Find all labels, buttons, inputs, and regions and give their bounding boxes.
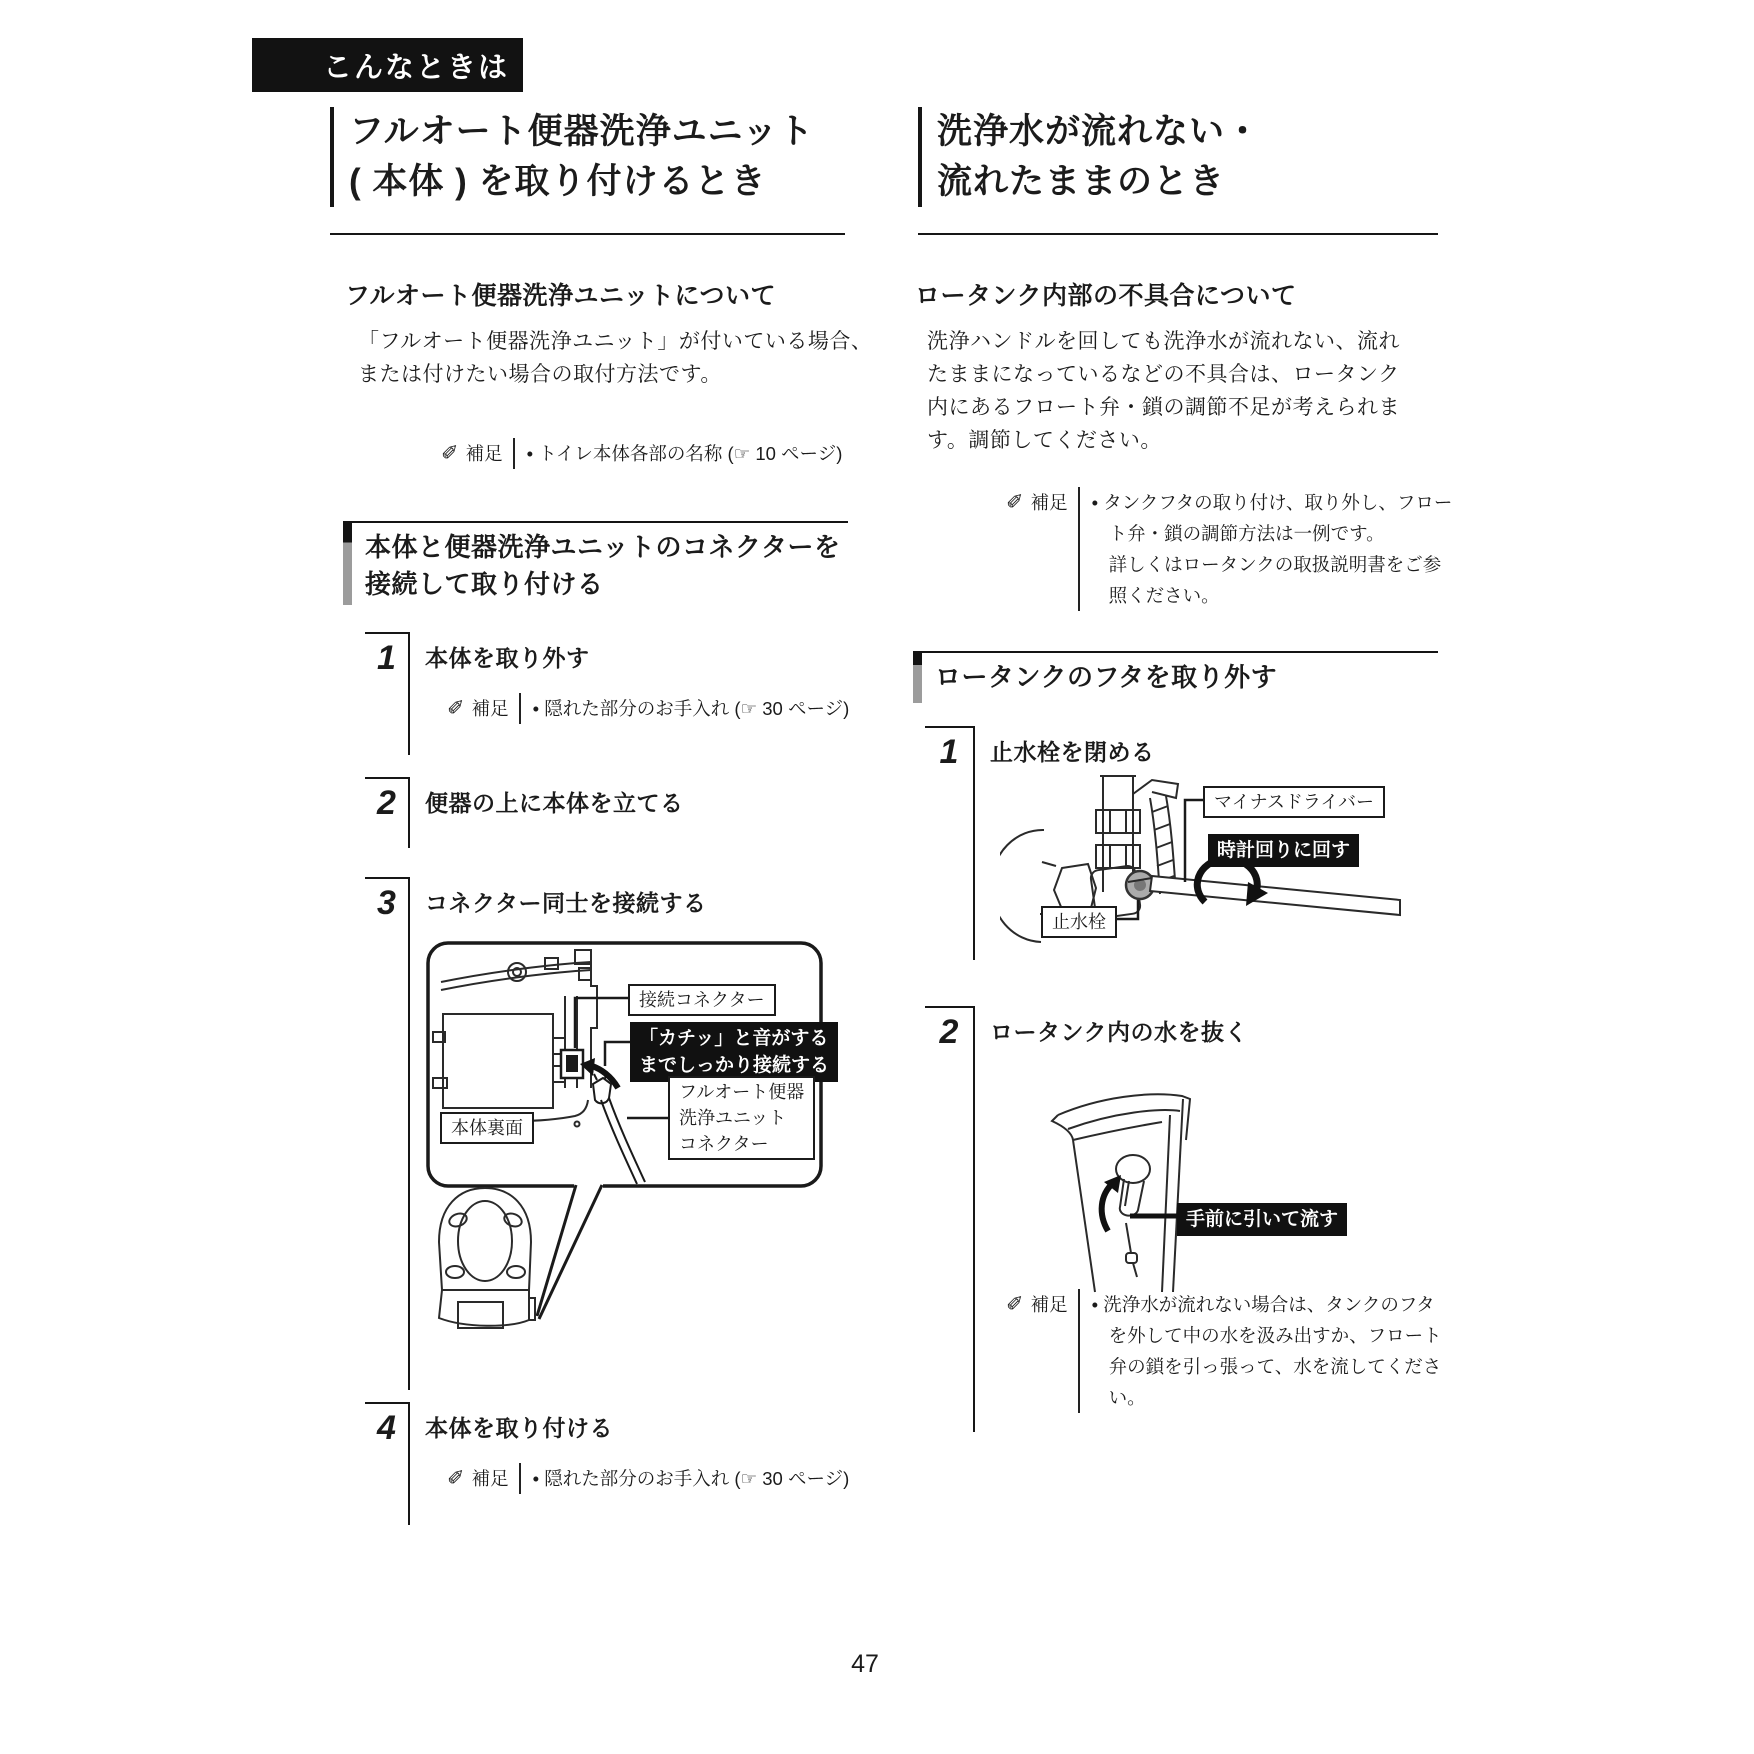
right-section-header	[913, 651, 1438, 703]
note-label: 補足	[1030, 1294, 1068, 1315]
unit-connector-label	[668, 1076, 815, 1160]
left-section-line2: 接続して取り付ける	[365, 569, 604, 599]
section-badge: こんなときは	[252, 38, 523, 92]
tank-diagram	[1020, 1085, 1360, 1297]
left-step-4	[365, 1402, 850, 1525]
step-note	[447, 693, 849, 724]
left-about-body-line2: または付けたい場合の取付方法です。	[358, 363, 722, 386]
pencil-icon: ✐	[447, 697, 465, 720]
right-about-body-line1: 洗浄ハンドルを回しても洗浄水が流れない、流れ	[927, 330, 1400, 353]
connector-label: 接続コネクター	[628, 984, 776, 1016]
right-title-line2: 流れたままのとき	[937, 162, 1226, 201]
left-step-1	[365, 632, 850, 755]
tank-diagram-art	[1020, 1085, 1360, 1297]
step-title: ロータンク内の水を抜く	[990, 1019, 1249, 1045]
step-note	[447, 1463, 849, 1494]
note-text: • 隠れた部分のお手入れ (☞ 30 ページ)	[532, 1468, 850, 1489]
note-line: 弁の鎖を引っ張って、水を流してくださ	[1108, 1356, 1442, 1377]
left-about-note	[441, 438, 842, 469]
right-section-title: ロータンクのフタを取り外す	[935, 662, 1278, 692]
body-back-label: 本体裏面	[440, 1112, 534, 1144]
section-accent-bar	[913, 653, 922, 703]
right-about-body-line2: たままになっているなどの不具合は、ロータンク	[927, 363, 1400, 386]
step-title: 便器の上に本体を立てる	[425, 790, 684, 816]
left-section-header	[343, 521, 848, 605]
shutoff-valve-label: 止水栓	[1041, 906, 1117, 938]
turn-clockwise-label: 時計回りに回す	[1208, 834, 1359, 867]
step-number: 3	[365, 877, 408, 1390]
note-line: 詳しくはロータンクの取扱説明書をご参	[1108, 554, 1442, 575]
note-divider	[1078, 1289, 1080, 1413]
note-text: • 隠れた部分のお手入れ (☞ 30 ページ)	[532, 698, 850, 719]
right-title	[918, 107, 1438, 207]
step-title: 本体を取り外す	[425, 645, 590, 671]
pencil-icon: ✐	[1006, 491, 1024, 514]
left-step-2	[365, 777, 820, 848]
right-about-note	[1006, 487, 1452, 611]
click-sound-label-line1: 「カチッ」と音がする	[639, 1028, 829, 1049]
left-title-line2: ( 本体 ) を取り付けるとき	[349, 162, 767, 201]
unit-connector-label-line3: コネクター	[679, 1134, 769, 1154]
step-title: 止水栓を閉める	[990, 739, 1155, 765]
right-about-body	[927, 325, 1400, 457]
note-label: 補足	[471, 698, 509, 719]
note-text	[1092, 1289, 1442, 1413]
note-divider	[513, 438, 515, 469]
right-about-body-line3: 内にあるフロート弁・鎖の調節不足が考えられま	[927, 396, 1400, 419]
step-number: 2	[925, 1006, 973, 1432]
right-title-line1: 洗浄水が流れない・	[937, 112, 1262, 151]
step-title: コネクター同士を接続する	[425, 890, 707, 916]
left-title-line1: フルオート便器洗浄ユニット	[349, 112, 815, 151]
screwdriver-label: マイナスドライバー	[1203, 786, 1385, 818]
right-title-underline	[918, 233, 1438, 235]
note-text: • トイレ本体各部の名称 (☞ 10 ページ)	[526, 443, 843, 464]
note-line: 照ください。	[1108, 585, 1220, 606]
shutoff-valve-diagram	[1000, 772, 1410, 957]
click-sound-label-line2: までしっかり接続する	[639, 1055, 830, 1076]
right-about-heading: ロータンク内部の不具合について	[915, 282, 1297, 310]
note-label: 補足	[1030, 492, 1068, 513]
note-line: • タンクフタの取り付け、取り外し、フロー	[1091, 492, 1453, 513]
step-number: 1	[365, 632, 408, 755]
note-line: を外して中の水を汲み出すか、フロート	[1108, 1325, 1442, 1346]
unit-connector-label-line1: フルオート便器	[679, 1082, 805, 1102]
step-number: 4	[365, 1402, 408, 1525]
step-number: 2	[365, 777, 408, 848]
left-about-body-line1: 「フルオート便器洗浄ユニット」が付いている場合、	[358, 330, 873, 353]
step-number: 1	[925, 726, 973, 960]
note-label: 補足	[465, 443, 503, 464]
left-title	[330, 107, 845, 207]
unit-connector-label-line2: 洗浄ユニット	[679, 1108, 787, 1128]
right-about-body-line4: す。調節してください。	[927, 429, 1162, 452]
note-line: い。	[1108, 1387, 1146, 1408]
note-text	[1092, 487, 1453, 611]
left-about-body	[358, 325, 872, 391]
left-title-underline	[330, 233, 845, 235]
connector-diagram	[425, 938, 830, 1352]
note-line: ト弁・鎖の調節方法は一例です。	[1108, 523, 1385, 544]
page-number: 47	[851, 1650, 879, 1678]
tank-note	[1006, 1289, 1442, 1413]
pencil-icon: ✐	[1006, 1293, 1024, 1316]
note-label: 補足	[471, 1468, 509, 1489]
pencil-icon: ✐	[441, 442, 459, 465]
click-sound-label	[630, 1022, 838, 1082]
pull-to-flush-label: 手前に引いて流す	[1177, 1203, 1347, 1236]
step-title: 本体を取り付ける	[425, 1415, 613, 1441]
note-divider	[1078, 487, 1080, 611]
section-accent-bar	[343, 523, 352, 605]
left-section-line1: 本体と便器洗浄ユニットのコネクターを	[365, 532, 841, 562]
pencil-icon: ✐	[447, 1467, 465, 1490]
note-divider	[519, 693, 521, 724]
left-about-heading: フルオート便器洗浄ユニットについて	[345, 282, 777, 310]
note-divider	[519, 1463, 521, 1494]
note-line: • 洗浄水が流れない場合は、タンクのフタ	[1091, 1294, 1435, 1315]
